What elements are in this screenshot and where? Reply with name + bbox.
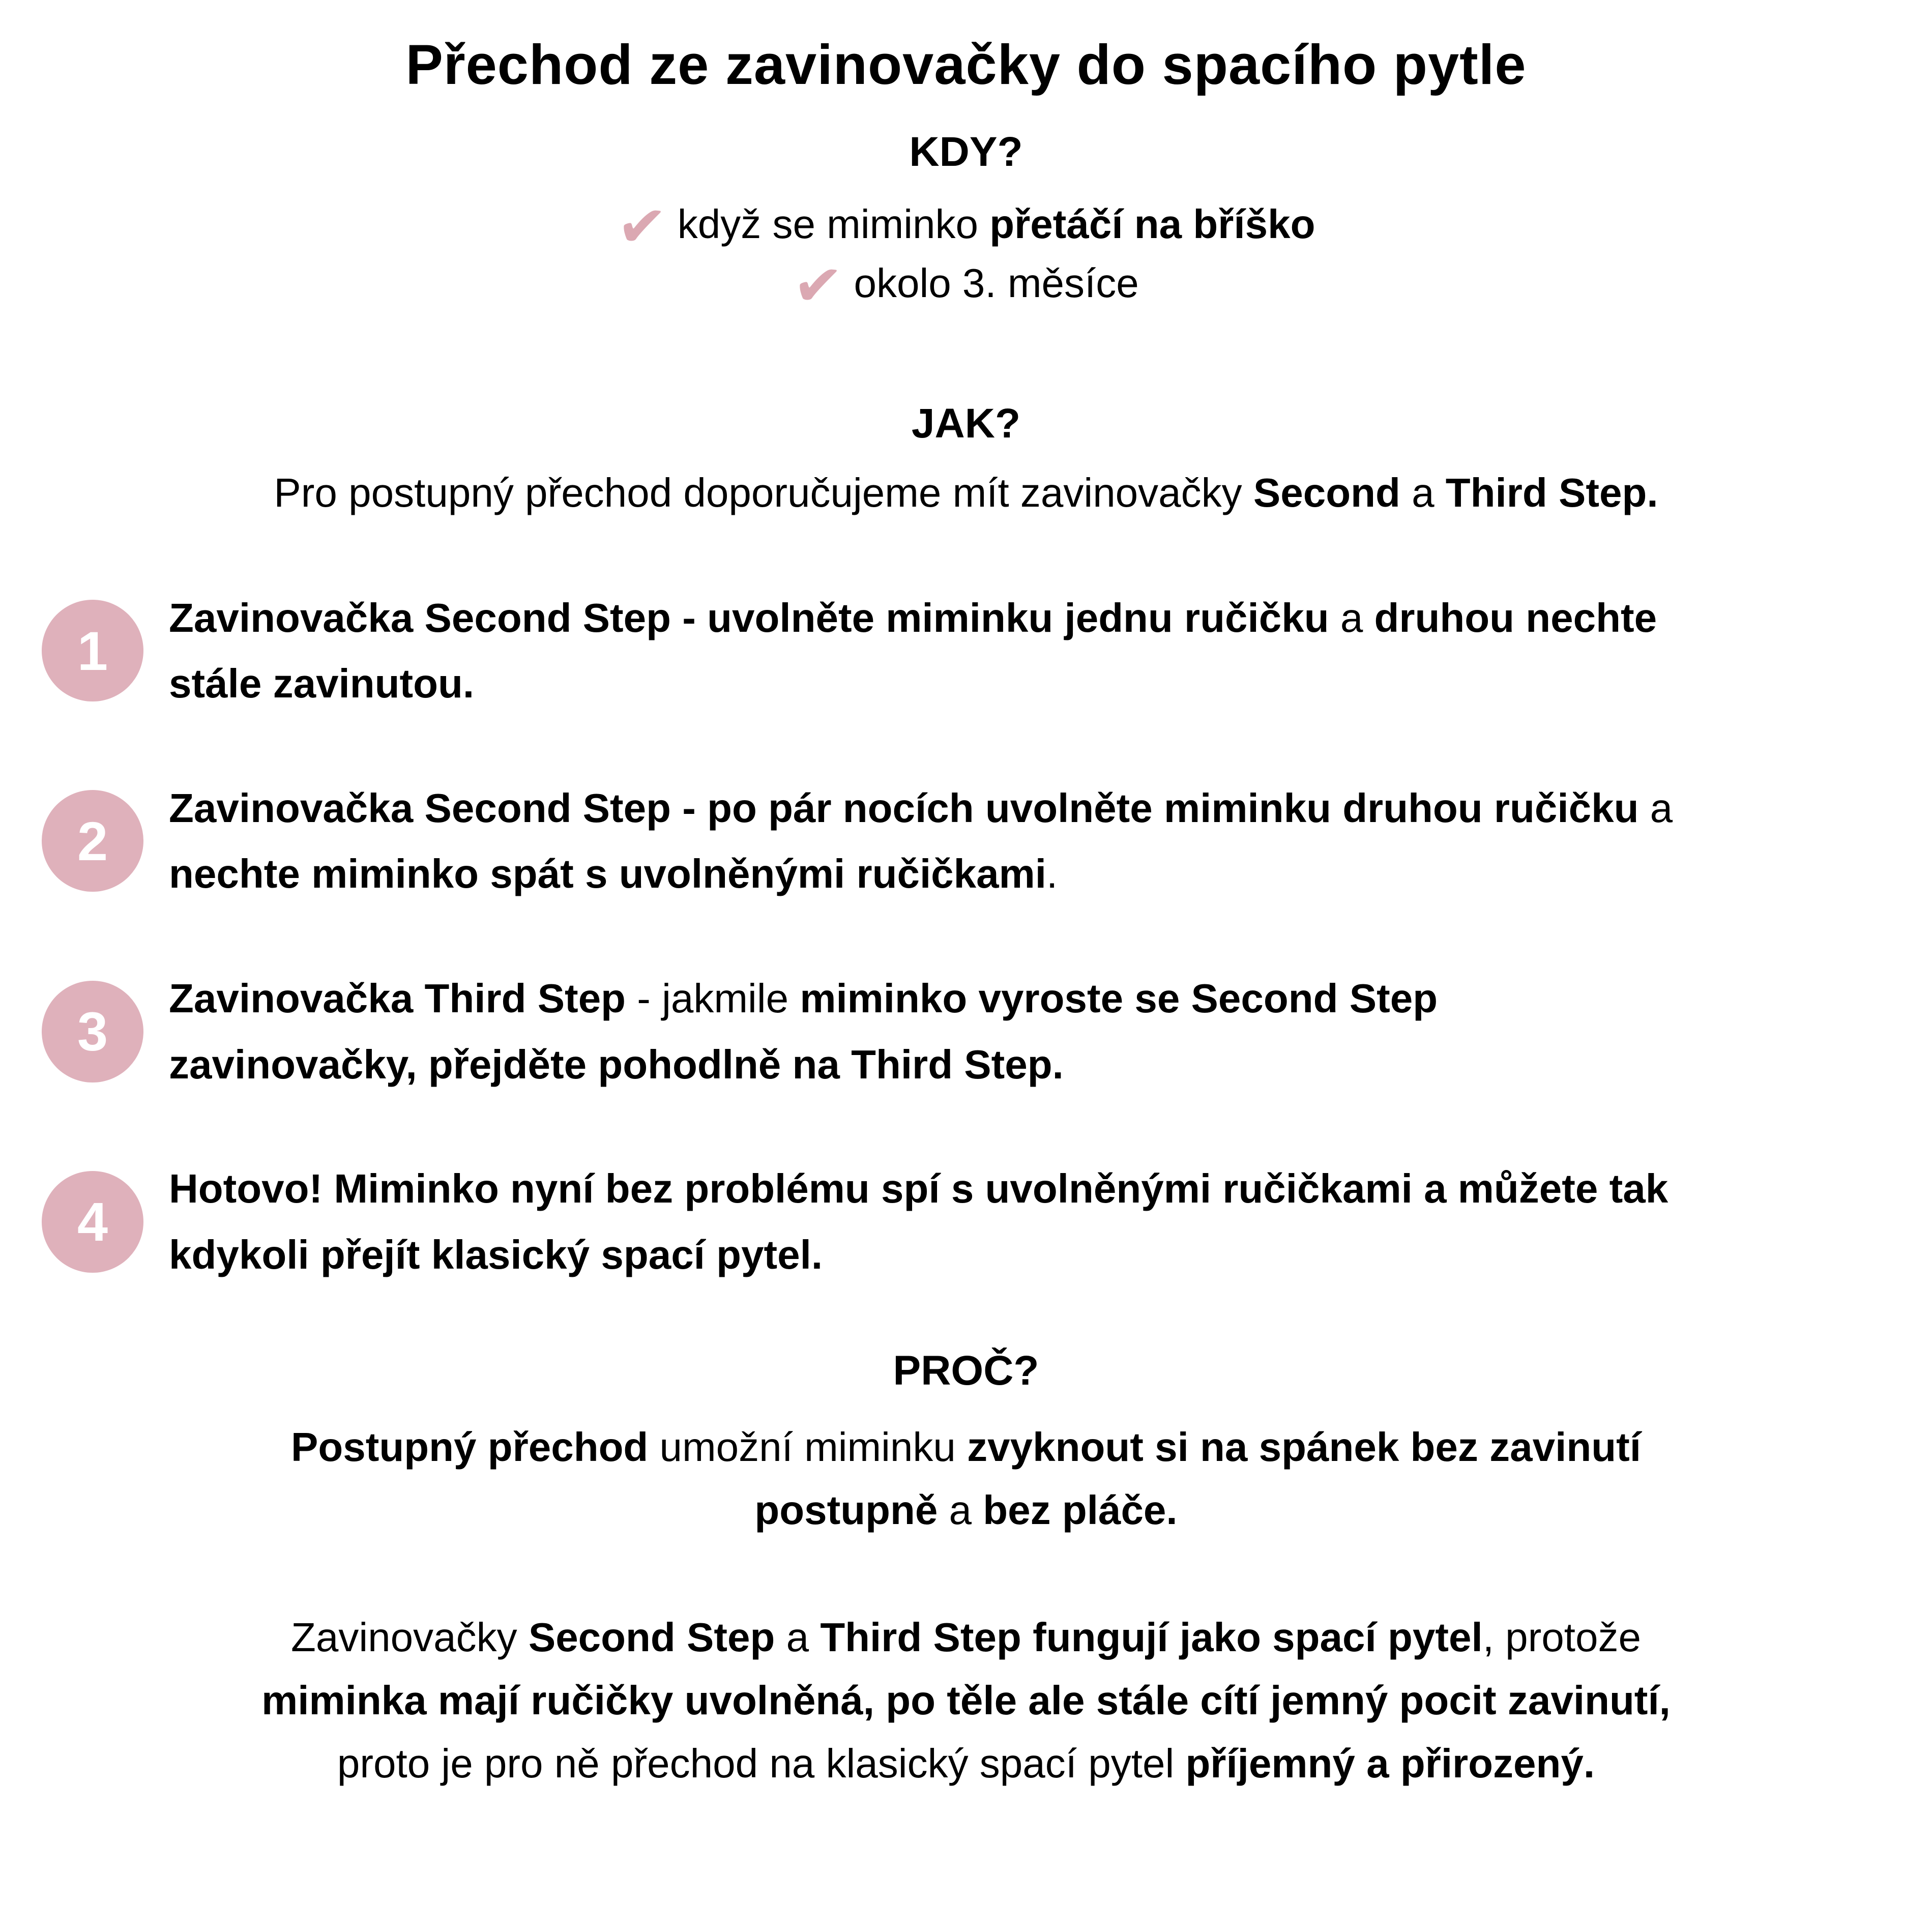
jak-intro-text: Pro postupný přechod doporučujeme mít zavinovačky Second a Third Step. [274,470,1658,515]
section-kdy [0,127,1932,322]
step-text-line: Hotovo! Miminko nyní bez problému spí s uvolněnými ručičkami a můžete tak [169,1166,1668,1212]
jak-heading: JAK? [911,400,1021,447]
section-jak [0,399,1932,519]
step-text [169,585,1856,717]
outro-paragraph [0,1606,1932,1795]
kdy-item-text: okolo 3. měsíce [854,260,1139,306]
step-item-2 [42,775,1856,907]
step-text-line: Zavinovačka Third Step - jakmile miminko vyroste se Second Step [169,975,1438,1021]
step-item-3 [42,965,1856,1097]
proc-heading: PROČ? [893,1348,1039,1394]
step-number-badge: 2 [42,790,143,892]
outro-text-line: Zavinovačky Second Step a Third Step fungují jako spací pytel, protože [290,1614,1641,1660]
checkmark-icon: ✔ [791,250,845,322]
step-number-badge: 4 [42,1171,143,1273]
step-text [169,775,1856,907]
step-text [169,965,1856,1097]
outro-text-line: miminka mají ručičky uvolněná, po těle ale stále cítí jemný pocit zavinutí, [261,1677,1671,1723]
step-item-4 [42,1156,1856,1287]
step-text-line: Zavinovačka Second Step - po pár nocích uvolněte miminku druhou ručičku a [169,785,1673,831]
step-text-line: stále zavinutou. [169,661,475,707]
kdy-list-item [0,250,1932,322]
section-proc [0,1346,1932,1541]
outro-text-line: proto je pro ně přechod na klasický spací pytel příjemný a přirozený. [337,1740,1595,1786]
step-text-line: kdykoli přejít klasický spací pytel. [169,1232,823,1277]
steps-list [0,585,1932,1288]
kdy-item-text: když se miminko přetáčí na bříško [677,201,1315,247]
checkmark-icon: ✔ [614,191,669,263]
page-title: Přechod ze zavinovačky do spacího pytle [405,34,1527,96]
proc-text-line: Postupný přechod umožní miminku zvyknout si na spánek bez zavinutí [291,1424,1641,1470]
step-text [169,1156,1856,1287]
proc-text-line: postupně a bez pláče. [754,1487,1178,1533]
step-text-line: nechte miminko spát s uvolněnými ručičkami. [169,851,1058,897]
step-number-badge: 1 [42,600,143,701]
step-text-line: Zavinovačka Second Step - uvolněte miminku jednu ručičku a druhou nechte [169,595,1657,640]
step-item-1 [42,585,1856,717]
step-number-badge: 3 [42,981,143,1082]
step-text-line: zavinovačky, přejděte pohodlně na Third Step. [169,1041,1064,1087]
kdy-heading: KDY? [909,129,1023,175]
kdy-list-item [0,191,1932,263]
